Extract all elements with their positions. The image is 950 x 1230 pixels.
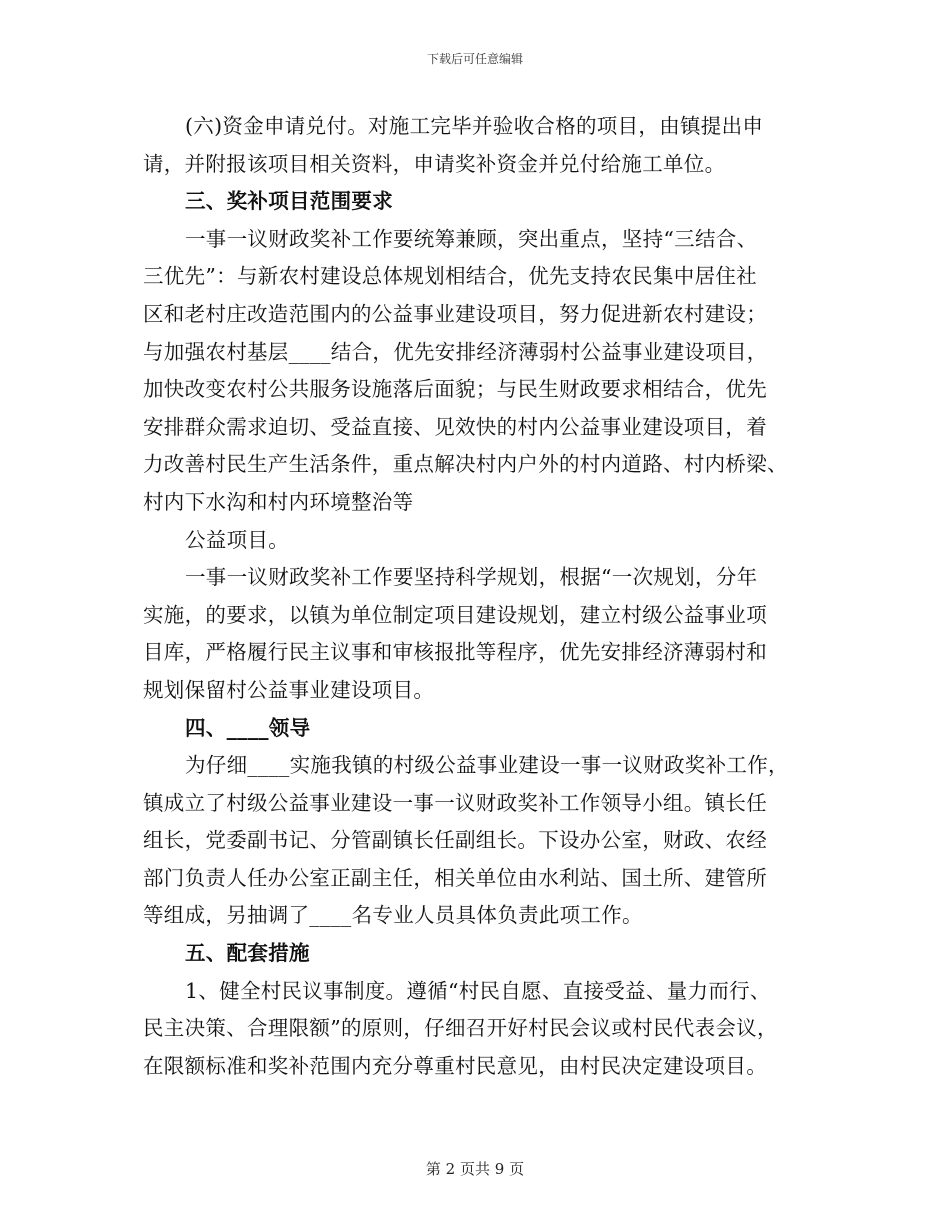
text-line: 在限额标准和奖补范围内充分尊重村民意见，由村民决定建设项目。	[143, 1053, 767, 1078]
text-line: 村内下水沟和村内环境整治等	[143, 489, 414, 514]
text-line: 一事一议财政奖补工作要坚持科学规划，根据“一次规划，分年	[185, 565, 758, 590]
page-number-footer: 第 2 页共 9 页	[425, 1160, 525, 1178]
text-line: 组长，党委副书记、分管副镇长任副组长。下设办公室，财政、农经	[143, 828, 767, 853]
text-line: 民主决策、合理限额”的原则，仔细召开好村民会议或村民代表会议，	[143, 1016, 778, 1041]
text-line: (六)资金申请兑付。对施工完毕并验收合格的项目，由镇提出申	[185, 114, 764, 138]
text-line: 加快改变农村公共服务设施落后面貌；与民生财政要求相结合，优先	[143, 377, 767, 402]
text-line: 目库，严格履行民主议事和审核报批等程序，优先安排经济薄弱村和	[143, 640, 767, 665]
text-line: 镇成立了村级公益事业建设一事一议财政奖补工作领导小组。镇长任	[143, 790, 767, 815]
text-line: 1、健全村民议事制度。遵循“村民自愿、直接受益、量力而行、	[185, 978, 771, 1003]
text-line: 三优先”：与新农村建设总体规划相结合，优先支持农民集中居住社	[143, 264, 757, 289]
text-line: 安排群众需求迫切、受益直接、见效快的村内公益事业建设项目，着	[143, 414, 767, 439]
text-line: 实施，的要求，以镇为单位制定项目建设规划，建立村级公益事业项	[143, 602, 767, 627]
text-line: 等组成，另抽调了____名专业人员具体负责此项工作。	[143, 903, 643, 928]
text-line: 一事一议财政奖补工作要统筹兼顾，突出重点，坚持“三结合、	[185, 226, 758, 251]
page-header: 下载后可任意编辑	[426, 52, 523, 66]
text-line: 区和老村庄改造范围内的公益事业建设项目，努力促进新农村建设；	[143, 301, 767, 326]
text-line: 公益项目。	[185, 527, 289, 552]
document-body	[143, 108, 811, 1085]
text-line: 规划保留村公益事业建设项目。	[143, 677, 435, 702]
section-heading: 四、____领导	[185, 715, 311, 740]
text-line: 部门负责人任办公室正副主任，相关单位由水利站、国土所、建管所	[143, 865, 767, 890]
text-line: 力改善村民生产生活条件，重点解决村内户外的村内道路、村内桥梁、	[143, 452, 788, 477]
text-line: 请，并附报该项目相关资料，申请奖补资金并兑付给施工单位。	[143, 151, 726, 176]
text-line: 与加强农村基层____结合，优先安排经济薄弱村公益事业建设项目，	[143, 339, 768, 364]
section-heading: 五、配套措施	[185, 941, 310, 966]
text-line: 为仔细____实施我镇的村级公益事业建设一事一议财政奖补工作，	[185, 753, 789, 778]
section-heading: 三、奖补项目范围要求	[185, 189, 393, 214]
